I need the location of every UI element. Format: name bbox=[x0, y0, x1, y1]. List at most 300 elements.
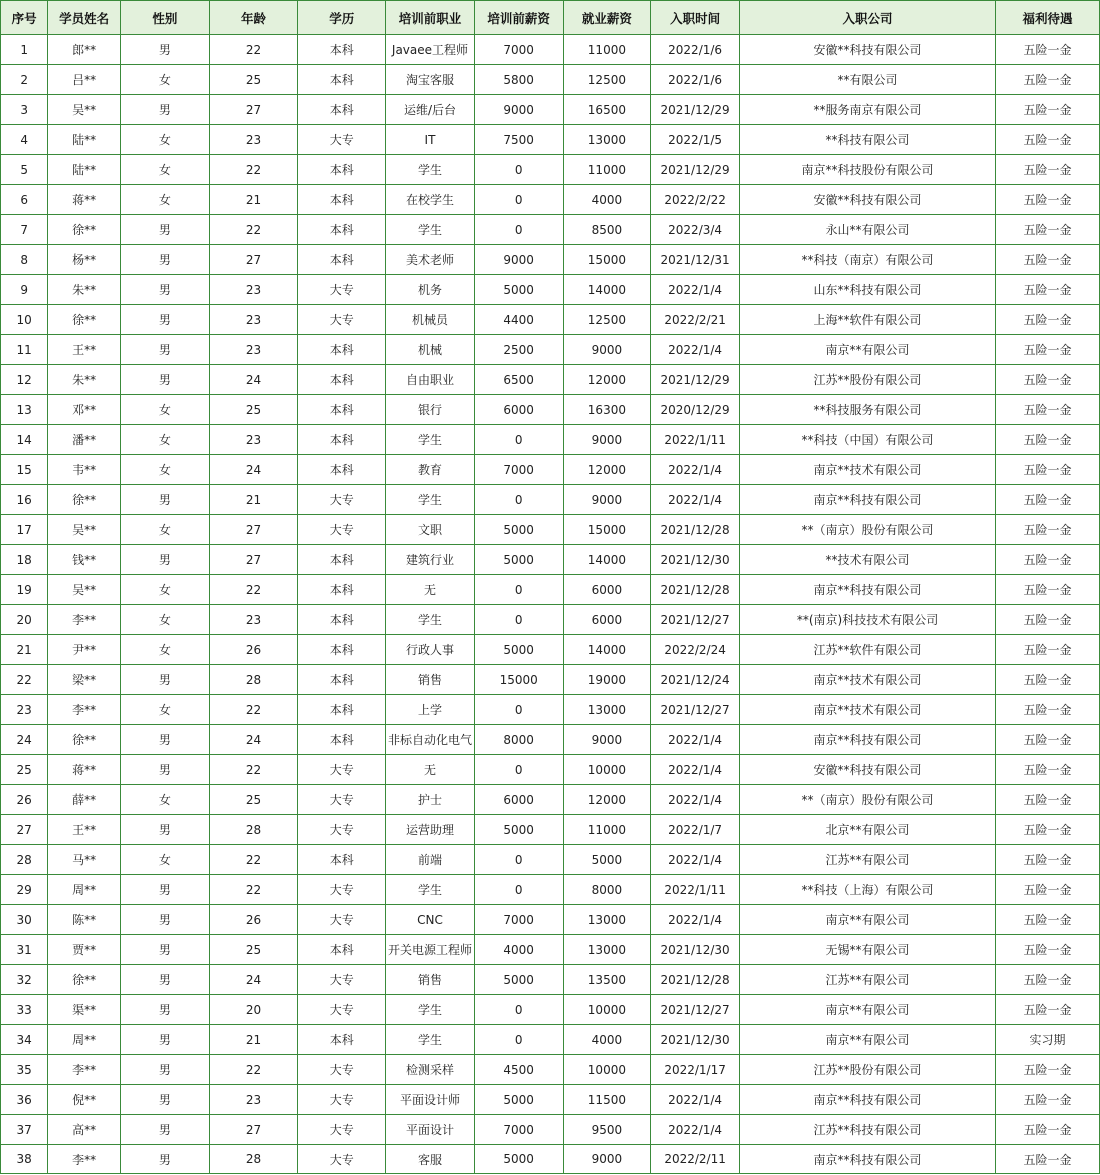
cell-prev-job[interactable]: 开关电源工程师 bbox=[386, 935, 475, 965]
cell-hire-date[interactable]: 2022/1/6 bbox=[651, 65, 740, 95]
cell-company[interactable]: 南京**技术有限公司 bbox=[739, 665, 995, 695]
cell-prev-salary[interactable]: 0 bbox=[474, 845, 563, 875]
cell-education[interactable]: 本科 bbox=[298, 605, 386, 635]
col-header-hire-date[interactable]: 入职时间 bbox=[651, 1, 740, 35]
cell-salary[interactable]: 14000 bbox=[563, 635, 651, 665]
cell-gender[interactable]: 男 bbox=[120, 755, 209, 785]
cell-education[interactable]: 本科 bbox=[298, 65, 386, 95]
cell-company[interactable]: 永山**有限公司 bbox=[739, 215, 995, 245]
cell-index[interactable]: 15 bbox=[1, 455, 48, 485]
cell-salary[interactable]: 4000 bbox=[563, 1025, 651, 1055]
cell-salary[interactable]: 15000 bbox=[563, 515, 651, 545]
cell-salary[interactable]: 13500 bbox=[563, 965, 651, 995]
cell-gender[interactable]: 男 bbox=[120, 275, 209, 305]
cell-hire-date[interactable]: 2022/1/4 bbox=[651, 905, 740, 935]
cell-index[interactable]: 21 bbox=[1, 635, 48, 665]
col-header-age[interactable]: 年龄 bbox=[209, 1, 298, 35]
cell-prev-job[interactable]: 学生 bbox=[386, 995, 475, 1025]
cell-salary[interactable]: 9000 bbox=[563, 1145, 651, 1174]
cell-prev-job[interactable]: 平面设计师 bbox=[386, 1085, 475, 1115]
cell-name[interactable]: 陆** bbox=[48, 125, 121, 155]
cell-name[interactable]: 李** bbox=[48, 1055, 121, 1085]
cell-age[interactable]: 26 bbox=[209, 635, 298, 665]
cell-prev-salary[interactable]: 7000 bbox=[474, 905, 563, 935]
cell-prev-job[interactable]: 检测采样 bbox=[386, 1055, 475, 1085]
cell-salary[interactable]: 13000 bbox=[563, 935, 651, 965]
cell-hire-date[interactable]: 2022/1/4 bbox=[651, 755, 740, 785]
cell-index[interactable]: 2 bbox=[1, 65, 48, 95]
cell-hire-date[interactable]: 2022/1/4 bbox=[651, 455, 740, 485]
cell-salary[interactable]: 8500 bbox=[563, 215, 651, 245]
cell-salary[interactable]: 9500 bbox=[563, 1115, 651, 1145]
cell-benefits[interactable]: 五险一金 bbox=[996, 395, 1100, 425]
cell-prev-job[interactable]: 非标自动化电气 bbox=[386, 725, 475, 755]
cell-name[interactable]: 蒋** bbox=[48, 755, 121, 785]
cell-gender[interactable]: 男 bbox=[120, 485, 209, 515]
cell-company[interactable]: 安徽**科技有限公司 bbox=[739, 185, 995, 215]
cell-prev-salary[interactable]: 5000 bbox=[474, 545, 563, 575]
cell-prev-job[interactable]: 行政人事 bbox=[386, 635, 475, 665]
cell-education[interactable]: 本科 bbox=[298, 545, 386, 575]
cell-prev-job[interactable]: 学生 bbox=[386, 605, 475, 635]
cell-company[interactable]: **科技（南京）有限公司 bbox=[739, 245, 995, 275]
cell-salary[interactable]: 9000 bbox=[563, 485, 651, 515]
cell-prev-salary[interactable]: 5000 bbox=[474, 815, 563, 845]
cell-gender[interactable]: 男 bbox=[120, 905, 209, 935]
cell-gender[interactable]: 男 bbox=[120, 965, 209, 995]
cell-benefits[interactable]: 五险一金 bbox=[996, 815, 1100, 845]
cell-age[interactable]: 22 bbox=[209, 575, 298, 605]
cell-name[interactable]: 钱** bbox=[48, 545, 121, 575]
cell-age[interactable]: 22 bbox=[209, 155, 298, 185]
cell-education[interactable]: 大专 bbox=[298, 1085, 386, 1115]
cell-benefits[interactable]: 五险一金 bbox=[996, 755, 1100, 785]
cell-prev-job[interactable]: 机械员 bbox=[386, 305, 475, 335]
cell-prev-salary[interactable]: 6500 bbox=[474, 365, 563, 395]
cell-hire-date[interactable]: 2022/1/4 bbox=[651, 485, 740, 515]
cell-age[interactable]: 21 bbox=[209, 1025, 298, 1055]
cell-hire-date[interactable]: 2022/1/4 bbox=[651, 335, 740, 365]
cell-hire-date[interactable]: 2022/2/22 bbox=[651, 185, 740, 215]
cell-education[interactable]: 大专 bbox=[298, 995, 386, 1025]
cell-salary[interactable]: 13000 bbox=[563, 905, 651, 935]
cell-prev-salary[interactable]: 6000 bbox=[474, 395, 563, 425]
cell-gender[interactable]: 男 bbox=[120, 995, 209, 1025]
cell-name[interactable]: 高** bbox=[48, 1115, 121, 1145]
cell-name[interactable]: 吴** bbox=[48, 95, 121, 125]
cell-education[interactable]: 本科 bbox=[298, 425, 386, 455]
cell-prev-salary[interactable]: 7000 bbox=[474, 455, 563, 485]
cell-salary[interactable]: 19000 bbox=[563, 665, 651, 695]
cell-salary[interactable]: 13000 bbox=[563, 695, 651, 725]
cell-prev-job[interactable]: 无 bbox=[386, 755, 475, 785]
cell-hire-date[interactable]: 2022/1/4 bbox=[651, 845, 740, 875]
cell-gender[interactable]: 女 bbox=[120, 845, 209, 875]
cell-index[interactable]: 16 bbox=[1, 485, 48, 515]
cell-hire-date[interactable]: 2022/1/4 bbox=[651, 1115, 740, 1145]
cell-company[interactable]: 安徽**科技有限公司 bbox=[739, 35, 995, 65]
cell-name[interactable]: 杨** bbox=[48, 245, 121, 275]
cell-hire-date[interactable]: 2021/12/27 bbox=[651, 695, 740, 725]
cell-benefits[interactable]: 五险一金 bbox=[996, 1115, 1100, 1145]
cell-benefits[interactable]: 五险一金 bbox=[996, 545, 1100, 575]
cell-prev-salary[interactable]: 5000 bbox=[474, 635, 563, 665]
cell-age[interactable]: 22 bbox=[209, 875, 298, 905]
cell-salary[interactable]: 8000 bbox=[563, 875, 651, 905]
cell-gender[interactable]: 女 bbox=[120, 695, 209, 725]
cell-gender[interactable]: 男 bbox=[120, 1025, 209, 1055]
cell-benefits[interactable]: 五险一金 bbox=[996, 605, 1100, 635]
cell-prev-salary[interactable]: 9000 bbox=[474, 95, 563, 125]
cell-name[interactable]: 尹** bbox=[48, 635, 121, 665]
cell-prev-salary[interactable]: 0 bbox=[474, 605, 563, 635]
cell-age[interactable]: 24 bbox=[209, 365, 298, 395]
cell-gender[interactable]: 男 bbox=[120, 1145, 209, 1174]
cell-company[interactable]: 南京**科技有限公司 bbox=[739, 575, 995, 605]
cell-name[interactable]: 徐** bbox=[48, 725, 121, 755]
cell-prev-salary[interactable]: 5000 bbox=[474, 1085, 563, 1115]
cell-prev-job[interactable]: 学生 bbox=[386, 1025, 475, 1055]
cell-education[interactable]: 大专 bbox=[298, 1055, 386, 1085]
cell-index[interactable]: 3 bbox=[1, 95, 48, 125]
cell-company[interactable]: 南京**科技有限公司 bbox=[739, 1085, 995, 1115]
cell-benefits[interactable]: 五险一金 bbox=[996, 245, 1100, 275]
cell-age[interactable]: 23 bbox=[209, 275, 298, 305]
cell-name[interactable]: 徐** bbox=[48, 965, 121, 995]
cell-company[interactable]: 南京**有限公司 bbox=[739, 995, 995, 1025]
cell-prev-job[interactable]: Javaee工程师 bbox=[386, 35, 475, 65]
cell-benefits[interactable]: 五险一金 bbox=[996, 875, 1100, 905]
cell-company[interactable]: **科技服务有限公司 bbox=[739, 395, 995, 425]
cell-age[interactable]: 24 bbox=[209, 455, 298, 485]
cell-hire-date[interactable]: 2022/1/4 bbox=[651, 785, 740, 815]
cell-prev-salary[interactable]: 0 bbox=[474, 425, 563, 455]
cell-education[interactable]: 大专 bbox=[298, 305, 386, 335]
cell-age[interactable]: 28 bbox=[209, 665, 298, 695]
cell-index[interactable]: 37 bbox=[1, 1115, 48, 1145]
cell-index[interactable]: 35 bbox=[1, 1055, 48, 1085]
cell-benefits[interactable]: 五险一金 bbox=[996, 335, 1100, 365]
cell-prev-job[interactable]: 美术老师 bbox=[386, 245, 475, 275]
cell-age[interactable]: 23 bbox=[209, 305, 298, 335]
cell-company[interactable]: 南京**有限公司 bbox=[739, 335, 995, 365]
cell-prev-salary[interactable]: 7500 bbox=[474, 125, 563, 155]
cell-age[interactable]: 28 bbox=[209, 1145, 298, 1174]
cell-name[interactable]: 陆** bbox=[48, 155, 121, 185]
cell-education[interactable]: 大专 bbox=[298, 1145, 386, 1174]
cell-benefits[interactable]: 五险一金 bbox=[996, 575, 1100, 605]
cell-gender[interactable]: 男 bbox=[120, 305, 209, 335]
cell-salary[interactable]: 10000 bbox=[563, 1055, 651, 1085]
cell-gender[interactable]: 女 bbox=[120, 425, 209, 455]
cell-prev-job[interactable]: 平面设计 bbox=[386, 1115, 475, 1145]
cell-name[interactable]: 徐** bbox=[48, 485, 121, 515]
cell-index[interactable]: 31 bbox=[1, 935, 48, 965]
cell-prev-job[interactable]: 学生 bbox=[386, 215, 475, 245]
cell-company[interactable]: 江苏**软件有限公司 bbox=[739, 635, 995, 665]
cell-prev-salary[interactable]: 5000 bbox=[474, 275, 563, 305]
cell-salary[interactable]: 15000 bbox=[563, 245, 651, 275]
cell-education[interactable]: 本科 bbox=[298, 365, 386, 395]
cell-salary[interactable]: 13000 bbox=[563, 125, 651, 155]
cell-education[interactable]: 大专 bbox=[298, 815, 386, 845]
cell-salary[interactable]: 11000 bbox=[563, 155, 651, 185]
cell-prev-salary[interactable]: 6000 bbox=[474, 785, 563, 815]
cell-prev-salary[interactable]: 0 bbox=[474, 755, 563, 785]
cell-age[interactable]: 27 bbox=[209, 1115, 298, 1145]
cell-hire-date[interactable]: 2021/12/28 bbox=[651, 575, 740, 605]
cell-gender[interactable]: 男 bbox=[120, 725, 209, 755]
cell-benefits[interactable]: 五险一金 bbox=[996, 935, 1100, 965]
cell-age[interactable]: 24 bbox=[209, 725, 298, 755]
cell-prev-salary[interactable]: 5000 bbox=[474, 965, 563, 995]
cell-salary[interactable]: 10000 bbox=[563, 755, 651, 785]
cell-company[interactable]: **(南京)科技技术有限公司 bbox=[739, 605, 995, 635]
cell-education[interactable]: 大专 bbox=[298, 785, 386, 815]
cell-education[interactable]: 大专 bbox=[298, 1115, 386, 1145]
cell-prev-salary[interactable]: 5000 bbox=[474, 1145, 563, 1174]
cell-salary[interactable]: 14000 bbox=[563, 275, 651, 305]
cell-hire-date[interactable]: 2021/12/28 bbox=[651, 965, 740, 995]
cell-salary[interactable]: 16300 bbox=[563, 395, 651, 425]
cell-prev-salary[interactable]: 0 bbox=[474, 995, 563, 1025]
cell-hire-date[interactable]: 2021/12/30 bbox=[651, 1025, 740, 1055]
cell-index[interactable]: 8 bbox=[1, 245, 48, 275]
cell-prev-job[interactable]: 销售 bbox=[386, 665, 475, 695]
col-header-benefits[interactable]: 福利待遇 bbox=[996, 1, 1100, 35]
cell-education[interactable]: 本科 bbox=[298, 575, 386, 605]
cell-salary[interactable]: 9000 bbox=[563, 725, 651, 755]
cell-education[interactable]: 本科 bbox=[298, 455, 386, 485]
cell-company[interactable]: 江苏**有限公司 bbox=[739, 965, 995, 995]
cell-prev-salary[interactable]: 9000 bbox=[474, 245, 563, 275]
cell-prev-job[interactable]: 前端 bbox=[386, 845, 475, 875]
cell-name[interactable]: 吴** bbox=[48, 575, 121, 605]
cell-hire-date[interactable]: 2022/1/6 bbox=[651, 35, 740, 65]
cell-education[interactable]: 本科 bbox=[298, 155, 386, 185]
cell-benefits[interactable]: 五险一金 bbox=[996, 35, 1100, 65]
cell-hire-date[interactable]: 2022/1/5 bbox=[651, 125, 740, 155]
cell-benefits[interactable]: 五险一金 bbox=[996, 1055, 1100, 1085]
cell-education[interactable]: 本科 bbox=[298, 35, 386, 65]
cell-hire-date[interactable]: 2022/2/24 bbox=[651, 635, 740, 665]
cell-prev-job[interactable]: 自由职业 bbox=[386, 365, 475, 395]
cell-prev-job[interactable]: 上学 bbox=[386, 695, 475, 725]
cell-prev-salary[interactable]: 4000 bbox=[474, 935, 563, 965]
cell-name[interactable]: 李** bbox=[48, 605, 121, 635]
cell-education[interactable]: 大专 bbox=[298, 875, 386, 905]
cell-index[interactable]: 5 bbox=[1, 155, 48, 185]
cell-name[interactable]: 李** bbox=[48, 1145, 121, 1174]
cell-index[interactable]: 38 bbox=[1, 1145, 48, 1174]
cell-gender[interactable]: 男 bbox=[120, 245, 209, 275]
cell-salary[interactable]: 6000 bbox=[563, 605, 651, 635]
cell-gender[interactable]: 男 bbox=[120, 335, 209, 365]
cell-name[interactable]: 梁** bbox=[48, 665, 121, 695]
cell-education[interactable]: 大专 bbox=[298, 515, 386, 545]
cell-prev-job[interactable]: 银行 bbox=[386, 395, 475, 425]
cell-benefits[interactable]: 五险一金 bbox=[996, 995, 1100, 1025]
cell-company[interactable]: 南京**科技有限公司 bbox=[739, 485, 995, 515]
cell-company[interactable]: 江苏**科技有限公司 bbox=[739, 1115, 995, 1145]
cell-benefits[interactable]: 五险一金 bbox=[996, 95, 1100, 125]
cell-education[interactable]: 本科 bbox=[298, 185, 386, 215]
cell-age[interactable]: 23 bbox=[209, 425, 298, 455]
cell-index[interactable]: 9 bbox=[1, 275, 48, 305]
cell-name[interactable]: 陈** bbox=[48, 905, 121, 935]
cell-age[interactable]: 22 bbox=[209, 215, 298, 245]
cell-education[interactable]: 本科 bbox=[298, 665, 386, 695]
cell-age[interactable]: 27 bbox=[209, 515, 298, 545]
cell-gender[interactable]: 女 bbox=[120, 575, 209, 605]
cell-hire-date[interactable]: 2021/12/27 bbox=[651, 995, 740, 1025]
cell-gender[interactable]: 女 bbox=[120, 65, 209, 95]
cell-education[interactable]: 本科 bbox=[298, 935, 386, 965]
cell-name[interactable]: 蒋** bbox=[48, 185, 121, 215]
cell-name[interactable]: 王** bbox=[48, 335, 121, 365]
cell-company[interactable]: **技术有限公司 bbox=[739, 545, 995, 575]
cell-index[interactable]: 33 bbox=[1, 995, 48, 1025]
cell-prev-job[interactable]: 客服 bbox=[386, 1145, 475, 1174]
cell-index[interactable]: 12 bbox=[1, 365, 48, 395]
cell-index[interactable]: 4 bbox=[1, 125, 48, 155]
cell-prev-salary[interactable]: 5800 bbox=[474, 65, 563, 95]
cell-age[interactable]: 27 bbox=[209, 95, 298, 125]
cell-hire-date[interactable]: 2021/12/24 bbox=[651, 665, 740, 695]
cell-age[interactable]: 23 bbox=[209, 605, 298, 635]
cell-education[interactable]: 本科 bbox=[298, 695, 386, 725]
cell-age[interactable]: 25 bbox=[209, 395, 298, 425]
cell-company[interactable]: 南京**技术有限公司 bbox=[739, 695, 995, 725]
cell-benefits[interactable]: 五险一金 bbox=[996, 425, 1100, 455]
cell-benefits[interactable]: 五险一金 bbox=[996, 665, 1100, 695]
cell-salary[interactable]: 11000 bbox=[563, 815, 651, 845]
cell-benefits[interactable]: 五险一金 bbox=[996, 695, 1100, 725]
cell-company[interactable]: 南京**技术有限公司 bbox=[739, 455, 995, 485]
cell-index[interactable]: 32 bbox=[1, 965, 48, 995]
cell-prev-job[interactable]: 无 bbox=[386, 575, 475, 605]
cell-education[interactable]: 本科 bbox=[298, 95, 386, 125]
cell-prev-salary[interactable]: 4500 bbox=[474, 1055, 563, 1085]
cell-salary[interactable]: 12000 bbox=[563, 365, 651, 395]
cell-prev-salary[interactable]: 0 bbox=[474, 185, 563, 215]
cell-prev-job[interactable]: 机械 bbox=[386, 335, 475, 365]
cell-salary[interactable]: 16500 bbox=[563, 95, 651, 125]
cell-education[interactable]: 本科 bbox=[298, 335, 386, 365]
cell-gender[interactable]: 女 bbox=[120, 395, 209, 425]
cell-age[interactable]: 22 bbox=[209, 1055, 298, 1085]
cell-gender[interactable]: 女 bbox=[120, 605, 209, 635]
cell-age[interactable]: 24 bbox=[209, 965, 298, 995]
cell-age[interactable]: 25 bbox=[209, 65, 298, 95]
cell-prev-job[interactable]: 在校学生 bbox=[386, 185, 475, 215]
col-header-prev-salary[interactable]: 培训前薪资 bbox=[474, 1, 563, 35]
cell-age[interactable]: 28 bbox=[209, 815, 298, 845]
cell-prev-job[interactable]: 运维/后台 bbox=[386, 95, 475, 125]
cell-index[interactable]: 14 bbox=[1, 425, 48, 455]
cell-index[interactable]: 1 bbox=[1, 35, 48, 65]
cell-prev-job[interactable]: 建筑行业 bbox=[386, 545, 475, 575]
cell-company[interactable]: 山东**科技有限公司 bbox=[739, 275, 995, 305]
cell-benefits[interactable]: 五险一金 bbox=[996, 635, 1100, 665]
cell-name[interactable]: 王** bbox=[48, 815, 121, 845]
cell-index[interactable]: 18 bbox=[1, 545, 48, 575]
cell-age[interactable]: 22 bbox=[209, 695, 298, 725]
cell-prev-salary[interactable]: 7000 bbox=[474, 1115, 563, 1145]
cell-name[interactable]: 李** bbox=[48, 695, 121, 725]
cell-age[interactable]: 23 bbox=[209, 125, 298, 155]
cell-hire-date[interactable]: 2022/3/4 bbox=[651, 215, 740, 245]
cell-index[interactable]: 20 bbox=[1, 605, 48, 635]
cell-company[interactable]: 安徽**科技有限公司 bbox=[739, 755, 995, 785]
cell-gender[interactable]: 男 bbox=[120, 545, 209, 575]
cell-salary[interactable]: 9000 bbox=[563, 425, 651, 455]
cell-name[interactable]: 徐** bbox=[48, 305, 121, 335]
cell-prev-job[interactable]: 护士 bbox=[386, 785, 475, 815]
cell-salary[interactable]: 4000 bbox=[563, 185, 651, 215]
cell-hire-date[interactable]: 2022/1/4 bbox=[651, 1085, 740, 1115]
cell-index[interactable]: 30 bbox=[1, 905, 48, 935]
cell-prev-salary[interactable]: 0 bbox=[474, 695, 563, 725]
cell-benefits[interactable]: 五险一金 bbox=[996, 275, 1100, 305]
cell-name[interactable]: 朱** bbox=[48, 275, 121, 305]
col-header-index[interactable]: 序号 bbox=[1, 1, 48, 35]
cell-benefits[interactable]: 五险一金 bbox=[996, 305, 1100, 335]
cell-prev-job[interactable]: 学生 bbox=[386, 425, 475, 455]
cell-hire-date[interactable]: 2022/1/4 bbox=[651, 275, 740, 305]
cell-prev-job[interactable]: CNC bbox=[386, 905, 475, 935]
cell-index[interactable]: 36 bbox=[1, 1085, 48, 1115]
cell-hire-date[interactable]: 2021/12/30 bbox=[651, 935, 740, 965]
cell-age[interactable]: 22 bbox=[209, 755, 298, 785]
cell-education[interactable]: 大专 bbox=[298, 905, 386, 935]
cell-gender[interactable]: 男 bbox=[120, 875, 209, 905]
cell-name[interactable]: 郎** bbox=[48, 35, 121, 65]
cell-education[interactable]: 本科 bbox=[298, 1025, 386, 1055]
cell-prev-job[interactable]: 学生 bbox=[386, 485, 475, 515]
cell-age[interactable]: 21 bbox=[209, 185, 298, 215]
cell-hire-date[interactable]: 2021/12/29 bbox=[651, 155, 740, 185]
cell-prev-job[interactable]: 机务 bbox=[386, 275, 475, 305]
col-header-company[interactable]: 入职公司 bbox=[739, 1, 995, 35]
cell-education[interactable]: 本科 bbox=[298, 215, 386, 245]
cell-gender[interactable]: 男 bbox=[120, 365, 209, 395]
cell-gender[interactable]: 男 bbox=[120, 215, 209, 245]
cell-name[interactable]: 周** bbox=[48, 1025, 121, 1055]
cell-benefits[interactable]: 五险一金 bbox=[996, 185, 1100, 215]
cell-company[interactable]: 江苏**股份有限公司 bbox=[739, 365, 995, 395]
cell-name[interactable]: 马** bbox=[48, 845, 121, 875]
cell-gender[interactable]: 男 bbox=[120, 1115, 209, 1145]
col-header-gender[interactable]: 性别 bbox=[120, 1, 209, 35]
cell-prev-job[interactable]: 文职 bbox=[386, 515, 475, 545]
cell-age[interactable]: 25 bbox=[209, 785, 298, 815]
cell-prev-salary[interactable]: 0 bbox=[474, 485, 563, 515]
cell-name[interactable]: 朱** bbox=[48, 365, 121, 395]
cell-benefits[interactable]: 五险一金 bbox=[996, 455, 1100, 485]
cell-gender[interactable]: 女 bbox=[120, 125, 209, 155]
cell-prev-salary[interactable]: 2500 bbox=[474, 335, 563, 365]
cell-education[interactable]: 大专 bbox=[298, 485, 386, 515]
cell-age[interactable]: 20 bbox=[209, 995, 298, 1025]
cell-company[interactable]: **有限公司 bbox=[739, 65, 995, 95]
cell-company[interactable]: **科技（上海）有限公司 bbox=[739, 875, 995, 905]
cell-education[interactable]: 本科 bbox=[298, 395, 386, 425]
cell-salary[interactable]: 11000 bbox=[563, 35, 651, 65]
cell-benefits[interactable]: 五险一金 bbox=[996, 905, 1100, 935]
cell-gender[interactable]: 男 bbox=[120, 935, 209, 965]
cell-index[interactable]: 34 bbox=[1, 1025, 48, 1055]
